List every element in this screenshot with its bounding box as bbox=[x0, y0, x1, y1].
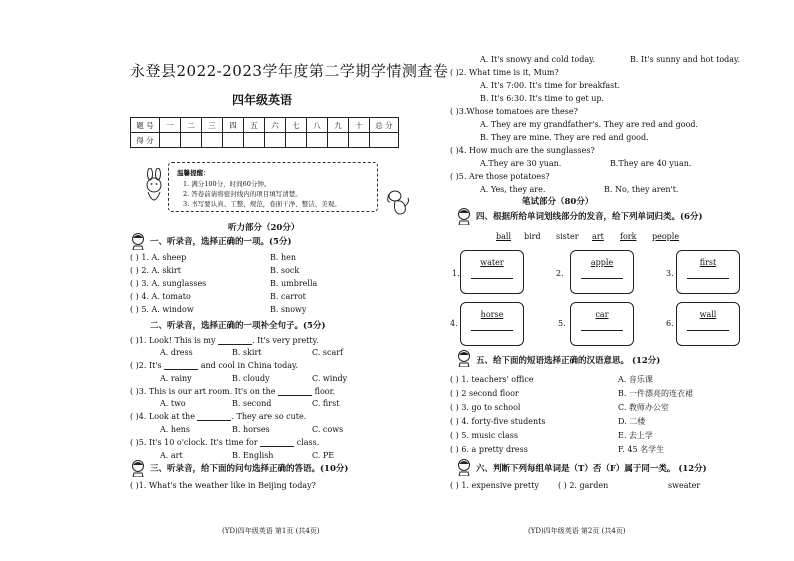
box-word: apple bbox=[590, 258, 614, 267]
box-word: first bbox=[699, 258, 717, 267]
box-number: 5. bbox=[558, 319, 566, 328]
score-row-label: 得 分 bbox=[131, 133, 160, 148]
section-6-heading: 六、判断下列每组单词是（T）否（F）属于同一类。 (12分) bbox=[476, 464, 707, 474]
exam-subtitle: 四年级英语 bbox=[232, 93, 293, 107]
s2-q5 bbox=[130, 439, 319, 447]
score-input-cell[interactable] bbox=[202, 133, 223, 148]
s2-q4-text: ( )4. Look at the bbox=[130, 412, 198, 421]
box-word: car bbox=[595, 310, 609, 319]
score-cell: 总 分 bbox=[370, 118, 399, 133]
notice-item: 1. 满分100分，时间60分钟。 bbox=[183, 180, 271, 188]
s2-q1-option-b: B. skirt bbox=[232, 348, 262, 357]
score-table-header-row bbox=[131, 118, 399, 133]
girl-icon bbox=[130, 459, 146, 477]
answer-blank[interactable] bbox=[278, 388, 312, 396]
s2-q3-text: ( )3. This is our art room. It's on the bbox=[130, 387, 279, 396]
s3-q3-option-b: B. They are mine. They are red and good. bbox=[480, 133, 649, 142]
s3-q4: ( )4. How much are the sunglasses? bbox=[450, 146, 595, 155]
box-number: 2. bbox=[556, 269, 564, 278]
s1-q4: ( ) 4. A. tomato bbox=[130, 292, 191, 301]
s5-option: B. 一件漂亮的连衣裙 bbox=[618, 389, 693, 398]
s5-q2: ( ) 2 second floor bbox=[450, 389, 519, 398]
score-cell: 八 bbox=[307, 118, 328, 133]
s5-option: D. 二楼 bbox=[618, 417, 646, 426]
score-input-cell[interactable] bbox=[160, 133, 181, 148]
s3-q4-option-a: A.They are 30 yuan. bbox=[480, 159, 562, 168]
answer-line bbox=[687, 278, 729, 279]
s2-q1-text: ( )1. Look! This is my bbox=[130, 336, 219, 345]
s3-q5: ( )5. Are those potatoes? bbox=[450, 172, 550, 181]
word-sort-box[interactable] bbox=[676, 302, 740, 346]
s6-q2-word: sweater bbox=[668, 481, 701, 490]
s3-q1-option-a: A. It's snowy and cold today. bbox=[480, 55, 596, 64]
score-cell: 题 号 bbox=[131, 118, 160, 133]
girl-icon bbox=[456, 458, 472, 476]
notice-heading: 温馨提醒： bbox=[177, 169, 210, 177]
section-1-heading: 一、听录音，选择正确的一项。(5分) bbox=[150, 237, 292, 247]
s1-q2-option-b: B. sock bbox=[270, 266, 300, 275]
score-cell: 四 bbox=[223, 118, 244, 133]
s2-q3-text-end: floor. bbox=[312, 387, 336, 396]
score-input-cell[interactable] bbox=[181, 133, 202, 148]
s2-q1-option-c: C. scarf bbox=[312, 348, 344, 357]
answer-blank[interactable] bbox=[218, 337, 252, 345]
box-number: 4. bbox=[450, 319, 458, 328]
score-table bbox=[130, 117, 399, 148]
s2-q5-option-a: A. art bbox=[160, 451, 183, 460]
s3-q4-option-b: B.They are 40 yuan. bbox=[610, 159, 692, 168]
notice-item: 3. 书写要认真、工整，规范，卷面干净、整洁、美观。 bbox=[183, 200, 341, 208]
s2-q2-option-b: B. cloudy bbox=[232, 374, 270, 383]
s1-q2: ( ) 2. A. skirt bbox=[130, 266, 181, 275]
exam-page-2 bbox=[400, 0, 794, 561]
answer-line bbox=[581, 330, 623, 331]
score-cell: 六 bbox=[265, 118, 286, 133]
s1-q3: ( ) 3. A. sunglasses bbox=[130, 279, 207, 288]
s2-q5-option-b: B. English bbox=[232, 451, 274, 460]
score-input-cell[interactable] bbox=[265, 133, 286, 148]
word-bank-item: sister bbox=[556, 232, 579, 241]
s1-q5: ( ) 5. A. window bbox=[130, 305, 194, 314]
word-sort-box[interactable] bbox=[570, 250, 634, 294]
s2-q2-option-c: C. windy bbox=[312, 374, 348, 383]
girl-icon bbox=[130, 232, 146, 250]
s3-q2-option-b: B. It's 6:30. It's time to get up. bbox=[480, 94, 605, 103]
s5-q4: ( ) 4. forty-five students bbox=[450, 417, 546, 426]
s2-q4-option-b: B. horses bbox=[232, 425, 270, 434]
s2-q5-text: ( )5. It's 10 o'clock. It's time for bbox=[130, 438, 261, 447]
page-footer: (YD)四年级英语 第2页 (共4页) bbox=[528, 527, 626, 535]
word-bank-item: fork bbox=[620, 232, 637, 241]
s1-q3-option-b: B. umbrella bbox=[270, 279, 318, 288]
section-5-heading: 五、给下面的短语选择正确的汉语意思。 (12分) bbox=[476, 356, 661, 366]
score-input-cell[interactable] bbox=[328, 133, 349, 148]
score-cell: 七 bbox=[286, 118, 307, 133]
s5-q5: ( ) 5. music class bbox=[450, 431, 518, 440]
s2-q1 bbox=[130, 337, 319, 345]
s5-q6: ( ) 6. a pretty dress bbox=[450, 445, 528, 454]
s3-q1: ( )1. What's the weather like in Beijing today? bbox=[130, 481, 316, 490]
answer-line bbox=[581, 278, 623, 279]
s2-q2-text-end: and cool in China today. bbox=[198, 361, 299, 370]
box-word: horse bbox=[480, 310, 504, 319]
s6-q2: ( ) 2. garden bbox=[558, 481, 609, 490]
score-input-cell[interactable] bbox=[307, 133, 328, 148]
s5-q3: ( ) 3. go to school bbox=[450, 403, 521, 412]
word-sort-box[interactable] bbox=[570, 302, 634, 346]
section-3-heading: 三、听录音，给下面的问句选择正确的答语。(10分) bbox=[150, 464, 349, 474]
girl-icon bbox=[456, 349, 472, 367]
s2-q5-text-end: class. bbox=[294, 438, 320, 447]
listening-section-header: 听力部分（20分） bbox=[228, 223, 300, 233]
word-bank-item: people bbox=[652, 232, 680, 241]
s5-option: E. 去上学 bbox=[618, 431, 653, 440]
s1-q4-option-b: B. carrot bbox=[270, 292, 306, 301]
box-number: 3. bbox=[666, 269, 674, 278]
word-bank-item: art bbox=[592, 232, 604, 241]
word-bank-item: bird bbox=[524, 232, 541, 241]
s1-q1: ( ) 1. A. sheep bbox=[130, 253, 187, 262]
girl-icon bbox=[456, 207, 472, 225]
score-table-score-row bbox=[131, 133, 399, 148]
section-2-heading: 二、听录音，选择正确的一项补全句子。(5分) bbox=[150, 321, 326, 331]
score-input-cell[interactable] bbox=[244, 133, 265, 148]
s2-q4-text-end: . They are so cute. bbox=[231, 412, 307, 421]
written-section-header: 笔试部分（80分） bbox=[522, 197, 594, 207]
s3-q2-option-a: A. It's 7:00. It's time for breakfast. bbox=[480, 81, 621, 90]
box-word: wall bbox=[699, 310, 717, 319]
answer-line bbox=[471, 330, 513, 331]
score-input-cell[interactable] bbox=[286, 133, 307, 148]
s2-q2-option-a: A. rainy bbox=[160, 374, 192, 383]
s1-q5-option-b: B. snowy bbox=[270, 305, 307, 314]
score-cell: 二 bbox=[181, 118, 202, 133]
word-sort-box[interactable] bbox=[676, 250, 740, 294]
score-cell: 十 bbox=[349, 118, 370, 133]
s2-q1-text-end: . It's very pretty. bbox=[252, 336, 319, 345]
score-cell: 五 bbox=[244, 118, 265, 133]
answer-blank[interactable] bbox=[164, 362, 198, 370]
box-word: water bbox=[480, 258, 504, 267]
s3-q5-option-b: B. No, they aren't. bbox=[604, 185, 679, 194]
s2-q2-text: ( )2. It's bbox=[130, 361, 165, 370]
s5-option: C. 教师办公室 bbox=[618, 403, 669, 412]
s3-q3-option-a: A. They are my grandfather's. They are red and good. bbox=[480, 120, 699, 129]
s2-q4-option-a: A. hens bbox=[160, 425, 191, 434]
s3-q1-option-b: B. It's sunny and hot today. bbox=[630, 55, 741, 64]
s3-q2: ( )2. What time is it, Mum? bbox=[450, 68, 559, 77]
s5-option: A. 音乐课 bbox=[618, 375, 653, 384]
score-input-cell[interactable] bbox=[223, 133, 244, 148]
score-cell: 九 bbox=[328, 118, 349, 133]
notice-item: 2. 答卷前请将密封线内的项目填写清楚。 bbox=[183, 190, 302, 198]
word-sort-box[interactable] bbox=[460, 250, 524, 294]
score-cell: 一 bbox=[160, 118, 181, 133]
score-input-cell[interactable] bbox=[370, 133, 399, 148]
s3-q3: ( )3.Whose tomatoes are these? bbox=[450, 107, 578, 116]
score-input-cell[interactable] bbox=[349, 133, 370, 148]
s2-q1-option-a: A. dress bbox=[160, 348, 193, 357]
section-4-heading: 四、根据所给单词划线部分的发音，给下列单词归类。(6分) bbox=[476, 212, 703, 222]
s2-q4 bbox=[130, 413, 306, 421]
answer-line bbox=[471, 278, 513, 279]
s2-q3-option-c: C. first bbox=[312, 399, 340, 408]
s2-q3-option-b: B. second bbox=[232, 399, 272, 408]
word-bank-item: ball bbox=[496, 232, 512, 241]
s1-q1-option-b: B. hen bbox=[270, 253, 297, 262]
score-cell: 三 bbox=[202, 118, 223, 133]
s6-q1: ( ) 1. expensive pretty bbox=[450, 481, 539, 490]
s5-q1: ( ) 1. teachers' office bbox=[450, 375, 534, 384]
exam-title: 永登县2022-2023学年度第二学期学情测查卷 bbox=[130, 62, 449, 80]
box-number: 6. bbox=[666, 319, 674, 328]
s2-q3-option-a: A. two bbox=[160, 399, 186, 408]
notice-box bbox=[168, 162, 378, 212]
s2-q4-option-c: C. cows bbox=[312, 425, 344, 434]
bunny-icon bbox=[142, 168, 166, 208]
answer-line bbox=[687, 330, 729, 331]
word-sort-box[interactable] bbox=[460, 302, 524, 346]
s2-q3 bbox=[130, 388, 335, 396]
box-number: 1. bbox=[452, 269, 460, 278]
page-footer: (YD)四年级英语 第1页 (共4页) bbox=[222, 527, 320, 535]
s5-option: F. 45 名学生 bbox=[618, 445, 665, 454]
s2-q5-option-c: C. PE bbox=[312, 451, 335, 460]
s2-q2 bbox=[130, 362, 298, 370]
s3-q5-option-a: A. Yes, they are. bbox=[480, 185, 546, 194]
answer-blank[interactable] bbox=[197, 413, 231, 421]
answer-blank[interactable] bbox=[260, 439, 294, 447]
